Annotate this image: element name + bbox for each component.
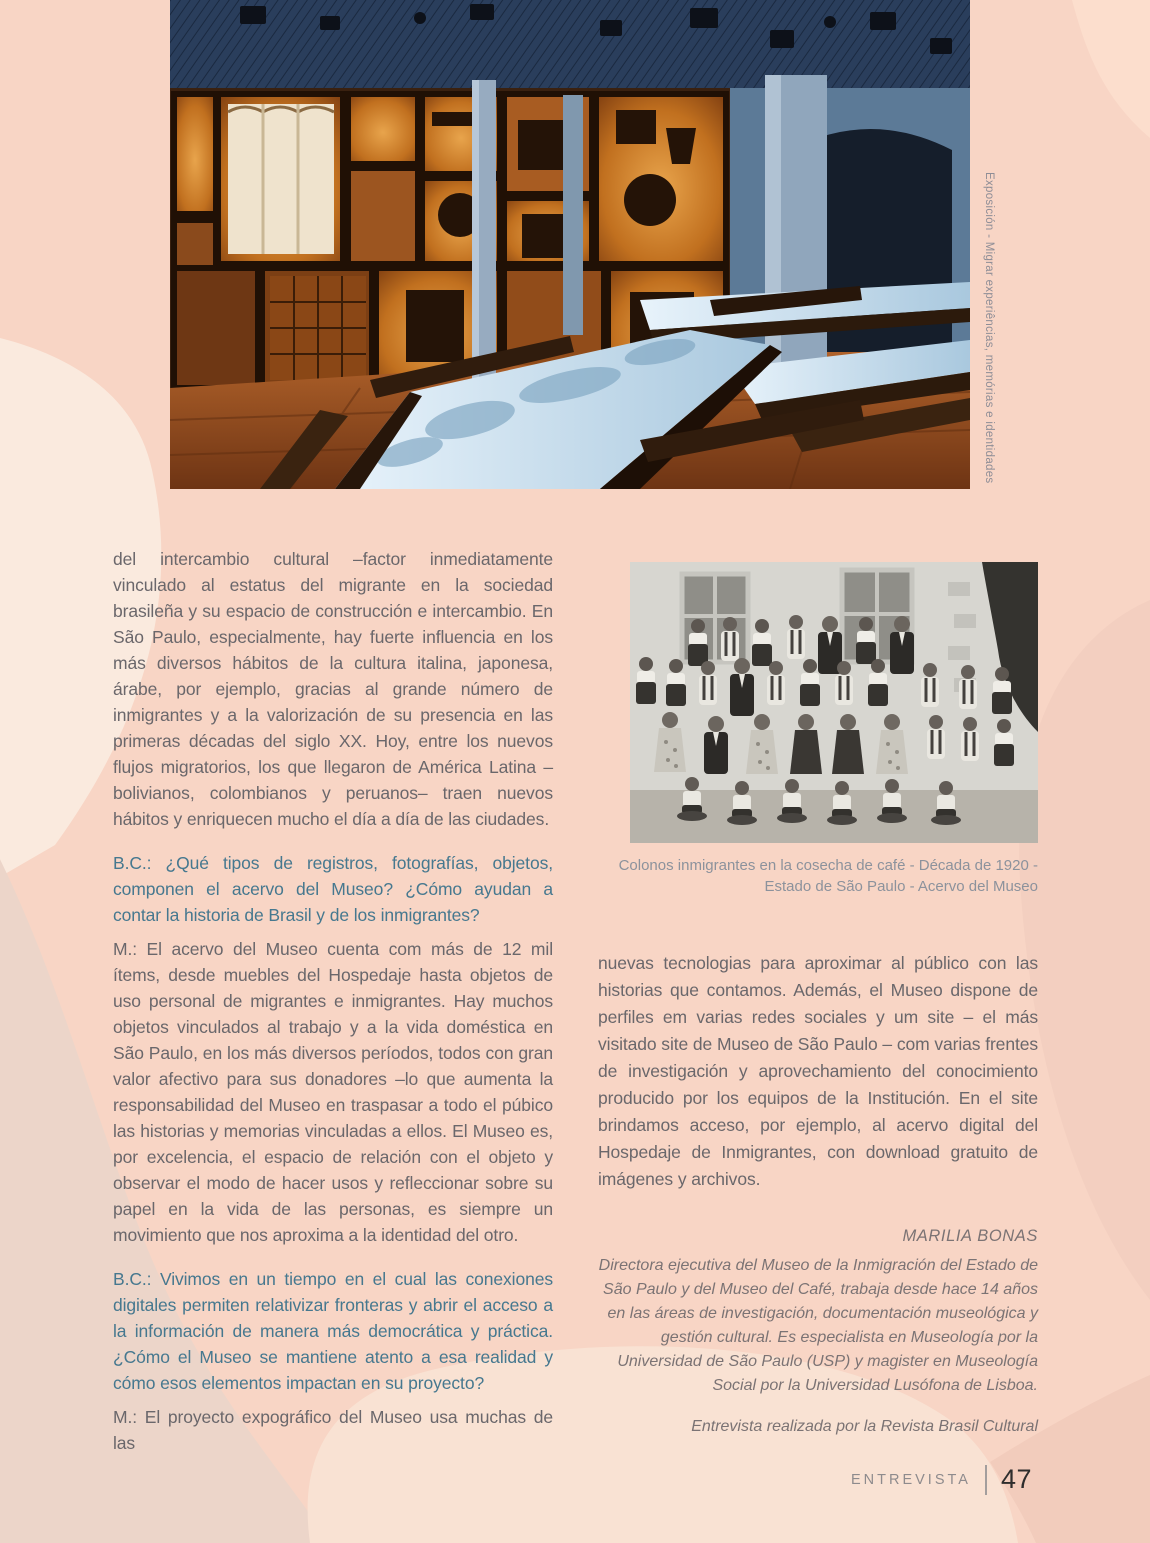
page-number: 47	[1000, 1464, 1032, 1494]
photo-caption: Colonos inmigrantes en la cosecha de café - Década de 1920 - Estado de São Paulo - Acervo del Museo	[618, 857, 1038, 895]
bio-name: MARILIA BONAS	[902, 1227, 1038, 1245]
interview-credit: Entrevista realizada por la Revista Brasil Cultural	[691, 1418, 1038, 1435]
card-catalog	[270, 276, 366, 380]
footer-divider	[985, 1465, 987, 1495]
left-column	[113, 546, 553, 1456]
immigrants-photo-illustration	[630, 562, 1038, 843]
question-conexiones: B.C.: Vivimos en un tiempo en el cual las conexiones digitales permiten relativizar fronteras y abrir el acceso a la información de manera más democrática y práctica. ¿Cómo el Museo se mantiene atento a esa realidad y cómo esos elementos impactan en su proyecto?	[113, 1269, 553, 1393]
immigrants-group-photo	[630, 562, 1038, 843]
answer-proyecto: M.: El proyecto expográfico del Museo usa muchas de las	[113, 1407, 553, 1453]
answer-acervo: M.: El acervo del Museo cuenta com más de 12 mil ítems, desde muebles del Hospedaje hasta objetos de uso personal de migrantes e inmigrantes. Hay muchos objetos vinculados al trabajo y a la vida doméstica en São Paulo, en los más diversos períodos, todos con gran valor afectivo para sus donadores –lo que aumenta la responsabilidad del Museo en traspasar a todo el púbico las historias y memorias vinculadas a ellos. El Museo es, por excelencia, el espacio de relación con el objeto y observar el modo de hacer usos y refleccionar sobre su papel en la vida de las personas, es siempre un movimiento que nos aproxima a la identidad del otro.	[113, 939, 553, 1245]
paragraph-tecnologias: nuevas tecnologias para aproximar al público con las historias que contamos. Además, el Museo dispone de perfiles em varias redes sociales y um site – el más visitado site de Museo de São Paulo – com varias frentes de investigación y aprovechamiento del conocimiento producido por los equipos de la Institución. En el site brindamos acceso, por ejemplo, al acervo digital del Hospedaje de Inmigrantes, con download gratuito de imágenes y archivos.	[598, 953, 1038, 1189]
museum-exhibition-photo	[170, 0, 970, 489]
paragraph-intercambio: del intercambio cultural –factor inmediatamente vinculado al estatus del migrante en la sociedad brasileña y su espacio de construcción e intercambio. En São Paulo, especialmente, hay fuerte influencia en los más diversos hábitos de la cultura italina, japonesa, árabe, por ejemplo, gracias al grande número de inmigrantes y a la valorización de su presencia en las primeras décadas del siglo XX. Hoy, entre los nuevos flujos migratorios, los que llegaron de América Latina –bolivianos, colombianos y peruanos– traen nuevos hábitos y enriquecen mucho el día a día de las ciudades.	[113, 549, 553, 829]
right-column	[598, 562, 1038, 1436]
museum-interior-illustration	[170, 0, 970, 489]
hero-vertical-caption: Exposición - Migrar experiências, memórias e identidades	[983, 172, 995, 484]
page-footer	[851, 1464, 1032, 1495]
question-acervo: B.C.: ¿Qué tipos de registros, fotografías, objetos, componen el acervo del Museo? ¿Cómo ayudan a contar la historia de Brasil y de los inmigrantes?	[113, 853, 553, 925]
folding-screen	[228, 104, 334, 254]
section-label: ENTREVISTA	[850, 1471, 971, 1488]
bio-text: Directora ejecutiva del Museo de la Inmigración del Estado de São Paulo y del Museo del Café, trabaja desde hace 14 años en las áreas de investigación, documentación museológica y gestión cultural. Es especialista en Museología por la Universidad de São Paulo (USP) y magister en Museología Social por la Universidad Lusófona de Lisboa.	[598, 1257, 1038, 1394]
